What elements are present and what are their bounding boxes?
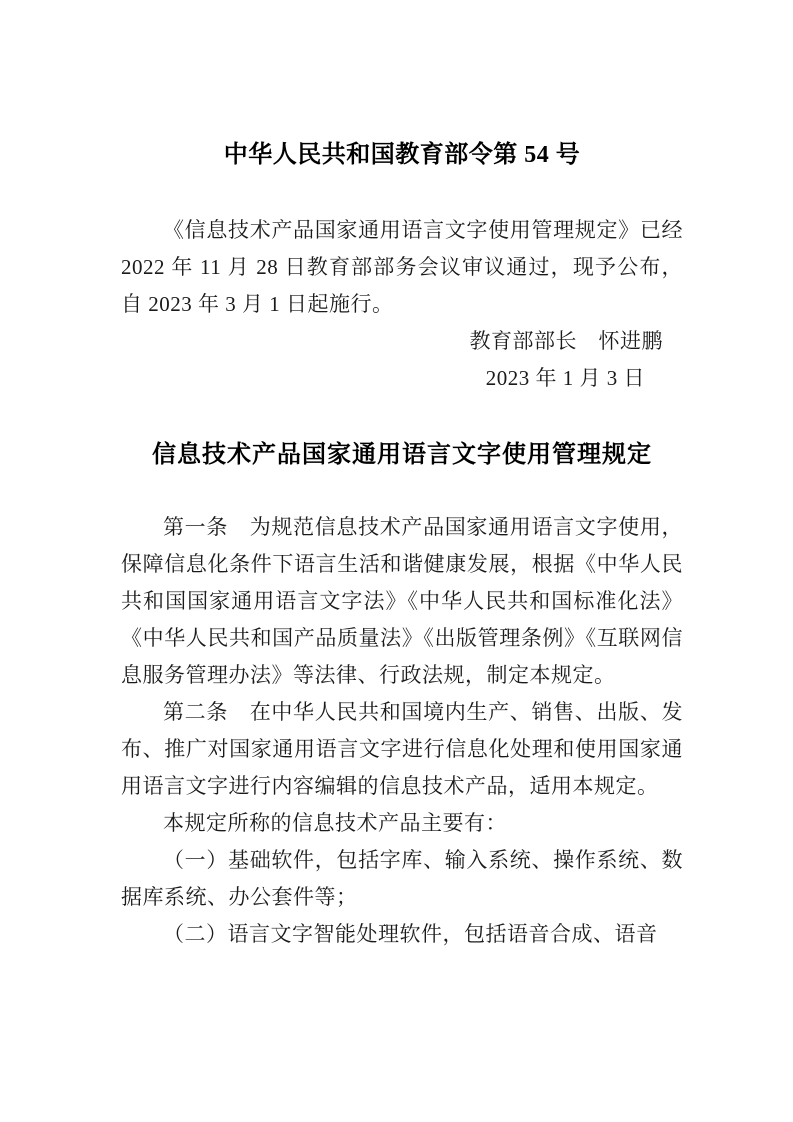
article-paragraph-2: 第二条 在中华人民共和国境内生产、销售、出版、发布、推广对国家通用语言文字进行信息化处理和使用国家通用语言文字进行内容编辑的信息技术产品，适用本规定。: [121, 700, 683, 798]
article-paragraph-4: （一）基础软件，包括字库、输入系统、操作系统、数据库系统、办公套件等；: [121, 848, 683, 909]
article-paragraph-3: 本规定所称的信息技术产品主要有：: [163, 811, 507, 835]
article-paragraph-5: （二）语言文字智能处理软件，包括语音合成、语音: [163, 922, 658, 946]
regulation-title: 信息技术产品国家通用语言文字使用管理规定: [152, 442, 652, 468]
articles-section: [121, 509, 683, 953]
article-paragraph-1: 第一条 为规范信息技术产品国家通用语言文字使用，保障信息化条件下语言生活和谐健康发展，根据《中华人民共和国国家通用语言文字法》《中华人民共和国标准化法》《中华人民共和国产品质量法》《出版管理条例》《互联网信息服务管理办法》等法律、行政法规，制定本规定。: [121, 515, 683, 687]
announcement-paragraph: 《信息技术产品国家通用语言文字使用管理规定》已经 2022 年 11 月 28 日教育部部务会议审议通过，现予公布，自 2023 年 3 月 1 日起施行。: [121, 218, 683, 316]
sign-date-line: 2023 年 1 月 3 日: [485, 366, 645, 390]
preamble-section: [121, 212, 683, 397]
order-title: 中华人民共和国教育部令第 54 号: [223, 142, 581, 168]
signer-line: 教育部部长 怀进鹏: [469, 329, 663, 353]
